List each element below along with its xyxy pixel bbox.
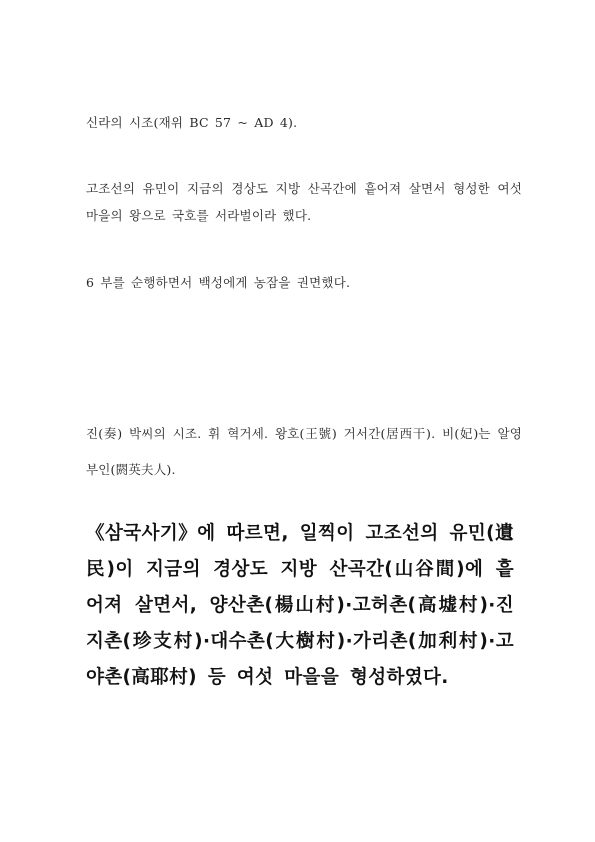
paragraph-samguk-sagi-quote: 《삼국사기》에 따르면, 일찍이 고조선의 유민(遺民)이 지금의 경상도 지방 산곡간(山谷間)에 흩어져 살면서, 양산촌(楊山村)·고허촌(高墟村)·진지촌(珍支村)·대수촌(大樹村)·가리촌(加利村)·고야촌(高耶村) 등 여섯 마을을 형성하였다. [86, 523, 514, 688]
paragraph-gojoseon-refugees: 고조선의 유민이 지금의 경상도 지방 산곡간에 흩어져 살면서 형성한 여섯 마을의 왕으로 국호를 서라벌이라 했다. [86, 181, 522, 223]
paragraph-founder-reign: 신라의 시조(재위 BC 57 ~ AD 4). [86, 115, 298, 130]
paragraph-six-bu-tour: 6 부를 순행하면서 백성에게 농잠을 권면했다. [86, 275, 351, 290]
paragraph-park-clan-founder: 진(奏) 박씨의 시조. 휘 혁거세. 왕호(王號) 거서간(居西干). 비(妃)는 알영부인(閼英夫人). [86, 426, 522, 477]
